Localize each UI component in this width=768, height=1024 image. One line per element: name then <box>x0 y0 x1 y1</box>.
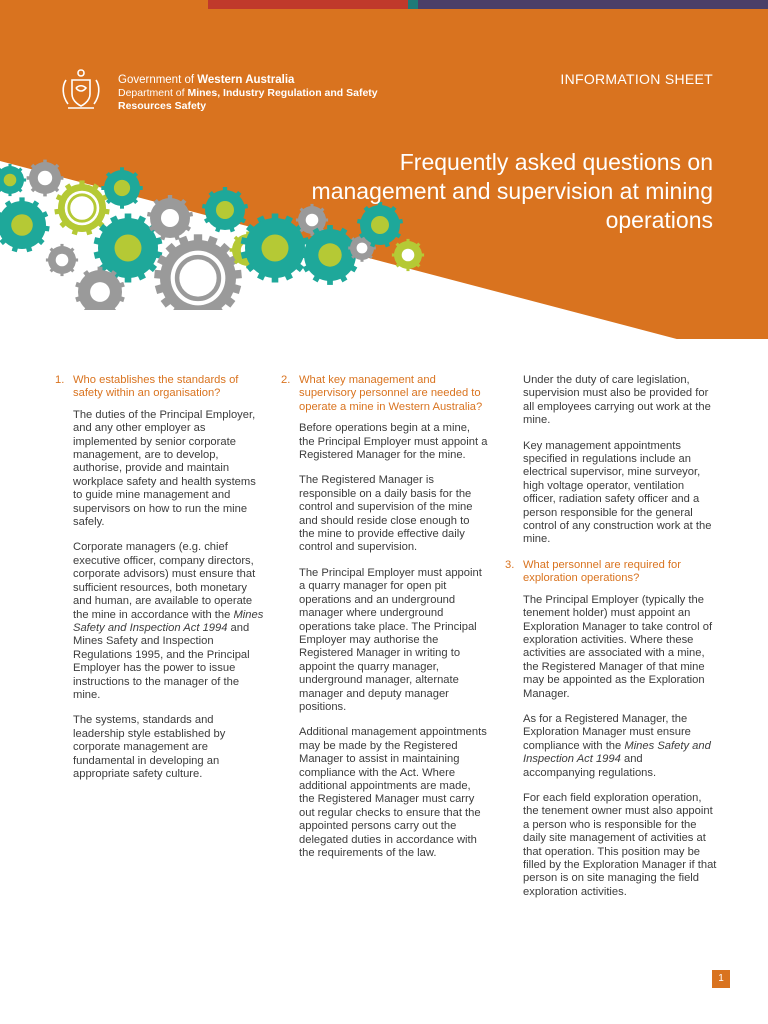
paragraph: The systems, standards and leadership style established by corporate management are fundamental in developing an appropriate safety culture. <box>73 714 226 780</box>
answer-3 <box>505 594 717 900</box>
paragraph: The duties of the Principal Employer, and any other employer as implemented by senior corporate management, are to develop, authorise, provide and maintain workplace safety and health systems to guide mine management and supervisors on how to run the mine safely. <box>73 408 256 529</box>
paragraph: Before operations begin at a mine, the Principal Employer must appoint a Registered Manager for the mine. <box>299 422 488 462</box>
gear-9 <box>202 187 248 232</box>
dept-name: Mines, Industry Regulation and Safety <box>187 87 378 99</box>
paragraph: Additional management appointments may be made by the Registered Manager to assist in maintaining compliance with the Act. Where additional appointments are made, the Registered Manager must carry out regular checks to ensure that the appointed persons carry out the delegated duties in accordance with the requirements of the law. <box>299 726 487 859</box>
question-number: 3. <box>505 558 515 571</box>
topbar-segment-red <box>208 0 408 9</box>
answer-2-continued <box>505 374 717 547</box>
act-title: Mines Safety and Inspection Act 1994 <box>523 739 711 766</box>
gov-prefix: Government of <box>118 74 198 86</box>
page-title: Frequently asked questions on management and supervision at mining operations <box>311 149 713 233</box>
paragraph <box>73 541 265 702</box>
question-text: What key management and supervisory personnel are needed to operate a mine in Western Australia? <box>299 374 483 413</box>
paragraph: The Principal Employer must appoint a quarry manager for open pit operations and an underground manager where underground operations take place. The Principal Employer may authorise the Registered Manager in writing to appoint the quarry manager, underground manager, alternate manager and deputy manager positions. <box>299 566 482 713</box>
gear-2 <box>0 197 50 252</box>
government-branding <box>118 74 378 113</box>
gov-state: Western Australia <box>197 74 295 86</box>
act-title: Mines Safety and Inspection Act 1994 <box>73 608 264 634</box>
gear-1 <box>27 160 64 197</box>
question-1 <box>55 374 265 401</box>
column-2 <box>281 374 488 872</box>
division-name: Resources Safety <box>118 100 207 112</box>
paragraph <box>523 713 717 780</box>
text-run: and accompanying regulations. <box>523 753 657 779</box>
text-run: and Mines Safety and Inspection Regulations 1995, and the Principal Employer has the power to issue instructions to the manager of the mine. <box>73 621 250 701</box>
question-number: 1. <box>55 374 65 386</box>
topbar-segment-purple <box>418 0 768 9</box>
gear-0 <box>0 164 26 196</box>
topbar-segment-teal <box>408 0 418 9</box>
dept-prefix: Department of <box>118 87 188 99</box>
question-3 <box>505 559 717 586</box>
gear-17 <box>46 244 78 276</box>
dept-line <box>118 87 378 100</box>
page-number: 1 <box>712 970 730 988</box>
wa-government-crest-icon <box>56 66 106 114</box>
column-3 <box>505 374 717 911</box>
question-number: 2. <box>281 374 291 386</box>
paragraph: For each field exploration operation, the tenement owner must also appoint a person who is responsible for the daily site management of activities at that operation. This position may be filled by the Exploration Manager if that person is on site managing the field exploration activities. <box>523 791 717 898</box>
column-1 <box>55 374 265 793</box>
text-run: Corporate managers (e.g. chief executive officer, company directors, corporate advisors) must ensure that sufficient resources, both monetary and human, are available to operate the mine in accordance with the <box>73 541 256 621</box>
question-2 <box>281 374 488 414</box>
answer-2 <box>281 422 488 860</box>
paragraph: Under the duty of care legislation, supervision must also be provided for all employees carrying out work at the mine. <box>523 374 711 427</box>
top-colour-bar <box>0 0 768 9</box>
gear-16 <box>392 239 424 271</box>
topbar-segment-orange <box>0 0 208 9</box>
answer-1 <box>55 409 265 782</box>
gear-4 <box>101 167 142 208</box>
question-text: What personnel are required for exploration operations? <box>523 558 681 585</box>
paragraph: The Registered Manager is responsible on a daily basis for the control and supervision of the mine and should reside close enough to the mine to provide effective daily control and supervision. <box>299 474 473 554</box>
question-text: Who establishes the standards of safety within an organisation? <box>73 374 239 400</box>
paragraph: Key management appointments specified in regulations include an electrical supervisor, mine surveyor, high voltage operator, ventilation officer, radiation safety officer and a person responsible for the general control of any construction work at the mine. <box>523 439 712 546</box>
gear-8 <box>154 234 242 310</box>
paragraph: The Principal Employer (typically the tenement holder) must appoint an Exploration Manager to take control of exploration activities. Where these activities are associated with a mine, the Registered Manager of that mine may be appointed as the Exploration Manager. <box>523 593 713 700</box>
sheet-type-label: INFORMATION SHEET <box>560 71 713 87</box>
text-run: As for a Registered Manager, the Exploration Manager must ensure compliance with the <box>523 712 691 752</box>
gov-line <box>118 74 378 87</box>
